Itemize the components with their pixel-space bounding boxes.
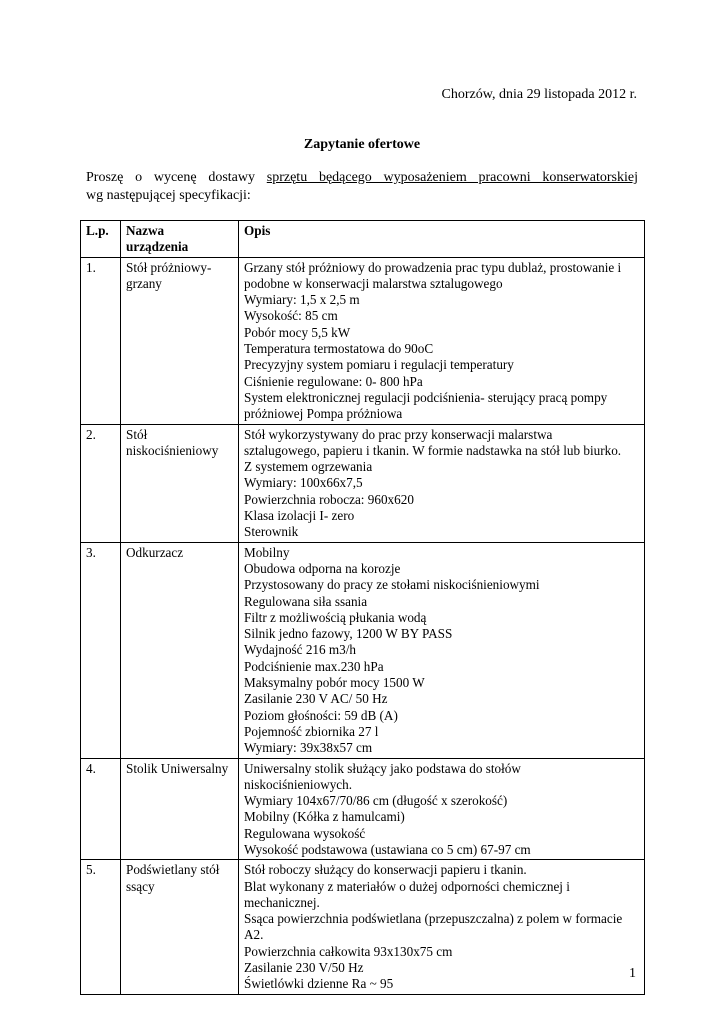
header-name-line: urządzenia	[126, 239, 189, 255]
description-line: Maksymalny pobór mocy 1500 W	[244, 675, 425, 691]
description-line: Wysokość: 85 cm	[244, 308, 338, 324]
description-line: Regulowana siła ssania	[244, 593, 368, 609]
row-number: 4.	[81, 758, 121, 860]
device-name	[121, 758, 239, 860]
device-name-line: ssący	[126, 878, 155, 894]
table-row	[81, 424, 645, 542]
specification-table	[80, 220, 645, 995]
description-line: Temperatura termostatowa do 90oC	[244, 341, 434, 357]
description-line: Podciśnienie max.230 hPa	[244, 658, 384, 674]
description-line: sztalugowego, papieru i tkanin. W formie nadstawka na stół lub biurko.	[244, 442, 622, 458]
description-line: Blat wykonany z materiałów o dużej odporności chemicznej i	[244, 878, 570, 894]
description-line: Powierzchnia całkowita 93x130x75 cm	[244, 943, 453, 959]
description-line: Wymiary: 39x38x57 cm	[244, 740, 373, 756]
description-line: Wymiary: 1,5 x 2,5 m	[244, 292, 360, 308]
description-line: Filtr z możliwością płukania wodą	[244, 609, 427, 625]
description-line: A2.	[244, 927, 264, 943]
device-description	[239, 860, 645, 994]
description-line: System elektronicznej regulacji podciśnienia- sterujący pracą pompy	[244, 389, 608, 405]
row-number: 5.	[81, 860, 121, 994]
description-line: Sterownik	[244, 524, 299, 540]
table-header-row	[81, 221, 645, 258]
description-line: Ciśnienie regulowane: 0- 800 hPa	[244, 373, 423, 389]
header-name	[121, 221, 239, 258]
header-lp: L.p.	[81, 221, 121, 258]
description-line: Ssąca powierzchnia podświetlana (przepuszczalna) z polem w formacie	[244, 911, 623, 927]
description-line: Stół wykorzystywany do prac przy konserwacji malarstwa	[244, 426, 553, 442]
description-line: niskociśnieniowych.	[244, 776, 353, 792]
intro-line-2: wg następującej specyfikacji:	[86, 188, 251, 203]
table-row	[81, 257, 645, 424]
description-line: Wysokość podstawowa (ustawiana co 5 cm) 67-97 cm	[244, 841, 531, 857]
description-line: Pojemność zbiornika 27 l	[244, 723, 379, 739]
device-name-line: grzany	[126, 275, 162, 291]
table-row	[81, 542, 645, 758]
device-name-line: Stół	[126, 426, 148, 442]
description-line: Stół roboczy służący do konserwacji papieru i tkanin.	[244, 862, 527, 878]
device-name	[121, 424, 239, 542]
device-name	[121, 257, 239, 424]
description-line: Wymiary 104x67/70/86 cm (długość x szerokość)	[244, 793, 508, 809]
description-line: Obudowa odporna na korozje	[244, 560, 401, 576]
description-line: Z systemem ogrzewania	[244, 459, 373, 475]
description-line: Regulowana wysokość	[244, 825, 366, 841]
row-number: 1.	[81, 257, 121, 424]
device-description	[239, 542, 645, 758]
description-line: Mobilny	[244, 544, 290, 560]
device-name-line: Podświetlany stół	[126, 862, 220, 878]
device-description	[239, 758, 645, 860]
description-line: Przystosowany do pracy ze stołami niskociśnieniowymi	[244, 577, 540, 593]
header-name-line: Nazwa	[126, 223, 165, 238]
description-line: Wydajność 216 m3/h	[244, 642, 357, 658]
description-line: Silnik jedno fazowy, 1200 W BY PASS	[244, 626, 453, 642]
device-description	[239, 424, 645, 542]
device-name	[121, 860, 239, 994]
row-number: 2.	[81, 424, 121, 542]
description-line: Pobór mocy 5,5 kW	[244, 324, 351, 340]
description-line: Mobilny (Kółka z hamulcami)	[244, 809, 405, 825]
intro-paragraph	[86, 169, 638, 205]
description-line: Wymiary: 100x66x7,5	[244, 475, 363, 491]
description-line: Uniwersalny stolik służący jako podstawa do stołów	[244, 760, 521, 776]
device-name-line: Odkurzacz	[126, 544, 184, 560]
description-line: Grzany stół próżniowy do prowadzenia prac typu dublaż, prostowanie i	[244, 259, 622, 275]
description-line: Klasa izolacji I- zero	[244, 508, 355, 524]
device-name-line: Stół próżniowy-	[126, 259, 212, 275]
description-line: Zasilanie 230 V AC/ 50 Hz	[244, 691, 388, 707]
page-number: 1	[629, 966, 636, 981]
description-line: podobne w konserwacji malarstwa sztalugowego	[244, 275, 503, 291]
header-description: Opis	[239, 221, 645, 258]
description-line: Poziom głośności: 59 dB (A)	[244, 707, 398, 723]
table-row	[81, 860, 645, 994]
description-line: próżniowej Pompa próżniowa	[244, 406, 403, 422]
description-line: Zasilanie 230 V/50 Hz	[244, 960, 364, 976]
row-number: 3.	[81, 542, 121, 758]
table-body	[81, 257, 645, 994]
intro-underlined-text: sprzętu będącego wyposażeniem pracowni konserwatorskiej	[266, 170, 638, 185]
description-line: Powierzchnia robocza: 960x620	[244, 491, 414, 507]
document-date: Chorzów, dnia 29 listopada 2012 r.	[441, 87, 637, 102]
description-line: Precyzyjny system pomiaru i regulacji temperatury	[244, 357, 514, 373]
device-name-line: Stolik Uniwersalny	[126, 760, 229, 776]
description-line: Świetlówki dzienne Ra ~ 95	[244, 976, 394, 992]
device-description	[239, 257, 645, 424]
device-name	[121, 542, 239, 758]
intro-line-1	[86, 169, 638, 187]
intro-text: Proszę o wycenę dostawy	[86, 170, 267, 185]
document-title: Zapytanie ofertowe	[303, 137, 421, 152]
table-row	[81, 758, 645, 860]
device-name-line: niskociśnieniowy	[126, 442, 219, 458]
description-line: mechanicznej.	[244, 894, 320, 910]
